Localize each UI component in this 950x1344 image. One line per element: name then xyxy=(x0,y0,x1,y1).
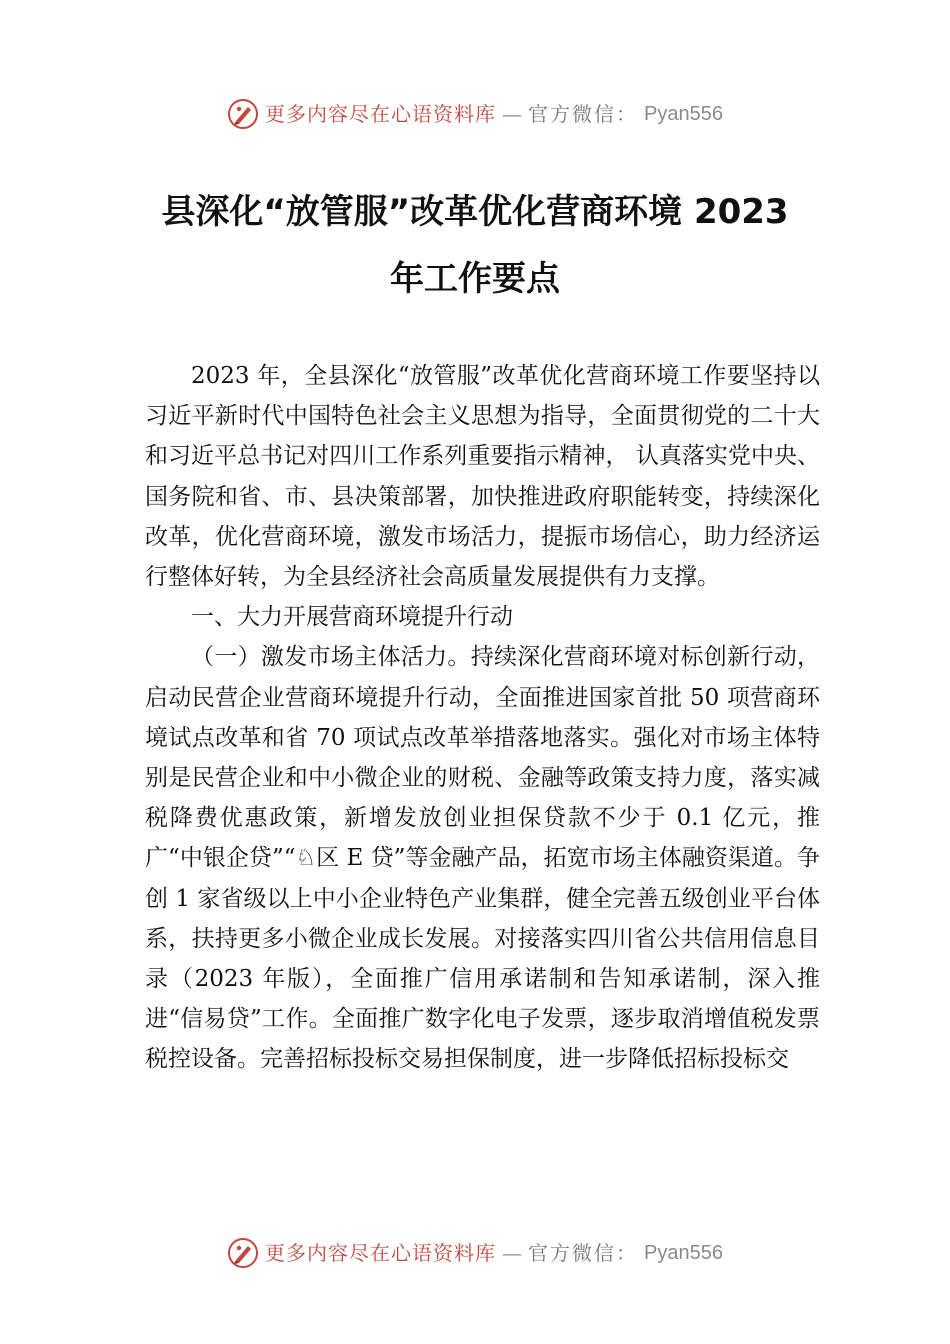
watermark-account: Pyan556 xyxy=(644,103,723,125)
item-paragraph-1: （一）激发市场主体活力。持续深化营商环境对标创新行动，启动民营企业营商环境提升行动，全面推进国家首批 50 项营商环境试点改革和省 70 项试点改革举措落地落实。强化对市场主体特别是民营企业和中小微企业的财税、金融等政策支持力度，落实减税降费优惠政策，新增发放创业担保贷款不少于 0.1 亿元，推广“中银企贷”“♘区 E 贷”等金融产品，拓宽市场主体融资渠道。争创 1 家省级以上中小企业特色产业集群，健全完善五级创业平台体系，扶持更多小微企业成长发展。对接落实四川省公共信用信息目录（2023 年版），全面推广信用承诺制和告知承诺制，深入推进“信易贷”工作。全面推广数字化电子发票，逐步取消增值税发票税控设备。完善招标投标交易担保制度，进一步降低招标投标交 xyxy=(145,644,820,1073)
watermark-dash: — xyxy=(502,1241,523,1265)
document-body xyxy=(145,356,820,1080)
watermark-account: Pyan556 xyxy=(644,1242,723,1264)
watermark-official: 官方微信： xyxy=(528,1241,639,1265)
watermark-dash: — xyxy=(502,102,523,126)
watermark-brand: 更多内容尽在心语资料库 xyxy=(265,102,497,126)
document-title-line2: 年工作要点 xyxy=(390,259,560,299)
watermark-brand: 更多内容尽在心语资料库 xyxy=(265,1241,497,1265)
watermark-official: 官方微信： xyxy=(528,102,639,126)
watermark-footer xyxy=(0,1236,950,1270)
watermark-header xyxy=(0,97,950,131)
pen-logo-icon xyxy=(227,1237,259,1269)
section-heading-1: 一、大力开展营商环境提升行动 xyxy=(191,604,513,631)
intro-paragraph: 2023 年，全县深化“放管服”改革优化营商环境工作要坚持以习近平新时代中国特色社会主义思想为指导，全面贯彻党的二十大和习近平总书记对四川工作系列重要指示精神， 认真落实党中央、国务院和省、市、县决策部署，加快推进政府职能转变，持续深化改革，优化营商环境，激发市场活力，提振市场信心，助力经济运行整体好转，为全县经济社会高质量发展提供有力支撑。 xyxy=(145,363,820,591)
document-title-line1: 县深化“放管服”改革优化营商环境 2023 xyxy=(161,192,789,232)
pen-logo-icon xyxy=(227,98,259,130)
